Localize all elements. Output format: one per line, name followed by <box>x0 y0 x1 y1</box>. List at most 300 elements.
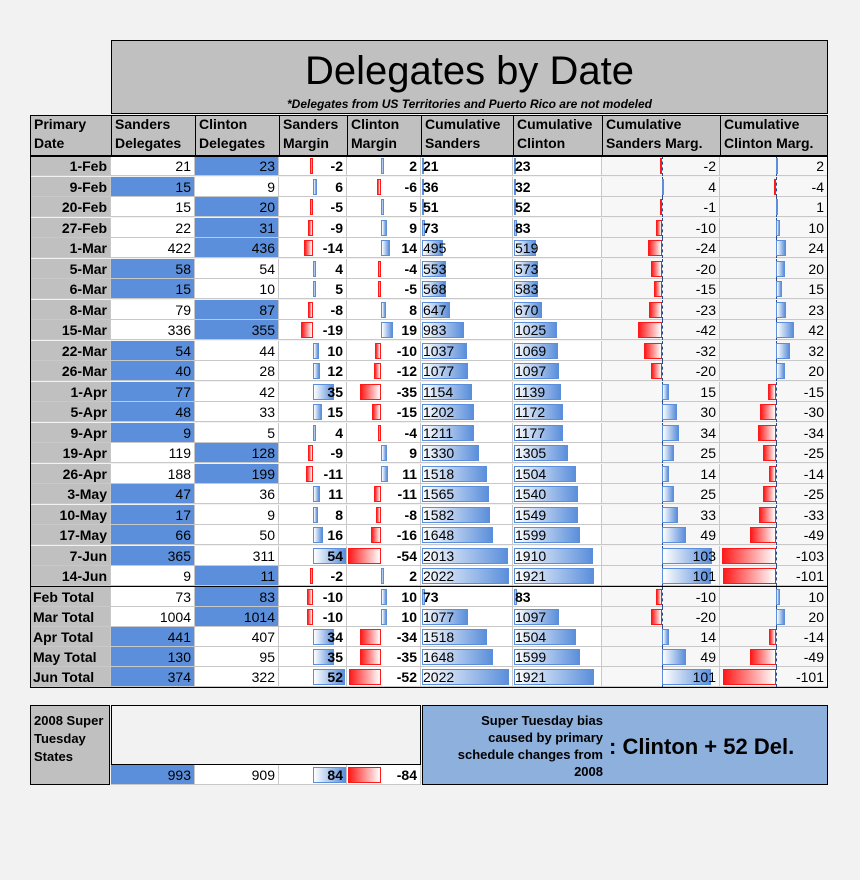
margin-value: -6 <box>404 178 417 195</box>
cumulative-margin-bar-negative <box>723 669 776 685</box>
margin-value: 34 <box>327 629 343 645</box>
row-date: 15-Mar <box>30 320 111 340</box>
margin-value: -10 <box>322 609 343 625</box>
clinton-margin <box>347 177 421 197</box>
margin-value: -19 <box>322 322 343 338</box>
cumulative-margin-bar-negative <box>763 486 776 502</box>
zero-line <box>776 546 777 566</box>
clinton-margin <box>347 361 421 381</box>
cumulative-margin-bar-negative <box>774 179 776 195</box>
row-date: 9-Feb <box>30 177 111 197</box>
sanders-delegates: 188 <box>111 464 195 484</box>
cumulative-value: 1648 <box>423 527 455 543</box>
super-tuesday-blank <box>111 705 421 765</box>
clinton-margin <box>347 546 421 566</box>
cumulative-value: 1305 <box>515 445 547 461</box>
bias-line: caused by primary <box>488 730 603 745</box>
clinton-margin <box>347 464 421 484</box>
zero-line <box>776 402 777 422</box>
cumulative-value: 23 <box>515 158 531 174</box>
sanders-delegates: 54 <box>111 341 195 361</box>
cumulative-clinton <box>513 361 602 381</box>
clinton-margin <box>347 423 421 443</box>
margin-value: 84 <box>327 767 343 783</box>
cumulative-value: 1599 <box>515 649 547 665</box>
cumulative-sanders-margin <box>602 197 720 217</box>
col-header-line: Cumulative <box>606 116 682 132</box>
sanders-delegates: 130 <box>111 647 195 667</box>
cumulative-margin-value: -15 <box>803 383 824 400</box>
col-header-clinton <box>195 115 279 155</box>
cumulative-margin-bar-negative <box>768 384 776 400</box>
cumulative-margin-value: -10 <box>695 589 716 605</box>
margin-value: -34 <box>396 629 417 645</box>
margin-value: 11 <box>328 486 343 502</box>
cumulative-clinton-margin <box>720 361 828 381</box>
margin-value: 9 <box>409 445 417 461</box>
cumulative-margin-value: -10 <box>695 219 716 236</box>
sanders-delegates: 40 <box>111 361 195 381</box>
cumulative-value: 1565 <box>423 486 455 502</box>
cumulative-value: 568 <box>423 281 447 297</box>
cumulative-margin-value: -103 <box>795 547 824 564</box>
cumulative-sanders <box>421 423 513 443</box>
cumulative-margin-value: 103 <box>692 547 716 564</box>
page-title: Delegates by Date <box>304 49 635 93</box>
clinton-margin <box>347 525 421 545</box>
cumulative-clinton <box>513 279 602 299</box>
clinton-delegates: 1014 <box>195 607 279 627</box>
sanders-delegates: 79 <box>111 300 195 320</box>
clinton-delegates: 83 <box>195 587 279 607</box>
col-header-line: Clinton <box>199 116 248 132</box>
cumulative-clinton <box>513 627 602 647</box>
sanders-delegates: 422 <box>111 238 195 258</box>
sanders-delegates: 17 <box>111 505 195 525</box>
margin-bar-positive <box>313 343 319 359</box>
cumulative-margin-value: 20 <box>808 609 824 625</box>
margin-bar-positive <box>313 507 318 523</box>
col-header-line: Delegates <box>199 135 266 151</box>
zero-line <box>776 382 777 402</box>
zero-line <box>776 627 777 647</box>
cumulative-clinton-margin <box>720 238 828 258</box>
cumulative-value: 73 <box>423 589 439 605</box>
margin-bar-positive <box>313 179 317 195</box>
col-header-line: Date <box>34 135 65 151</box>
cumulative-value: 52 <box>515 199 531 215</box>
clinton-delegates: 33 <box>195 402 279 422</box>
zero-line <box>776 177 777 197</box>
cumulative-margin-value: 25 <box>700 445 716 461</box>
cumulative-value: 83 <box>515 589 531 605</box>
row-date: 1-Apr <box>30 382 111 402</box>
cumulative-margin-bar-negative <box>656 220 662 236</box>
margin-bar-positive <box>381 466 388 482</box>
sanders-margin <box>279 259 347 279</box>
col-header-cums <box>421 115 513 155</box>
row-date: 10-May <box>30 505 111 525</box>
margin-bar-negative <box>307 589 313 605</box>
clinton-delegates: 31 <box>195 218 279 238</box>
sanders-delegates: 9 <box>111 423 195 443</box>
sanders-margin <box>279 667 347 687</box>
cumulative-clinton <box>513 587 602 607</box>
cumulative-clinton-margin <box>720 382 828 402</box>
cumulative-margin-value: -15 <box>695 281 716 297</box>
cumulative-value: 583 <box>515 281 539 297</box>
sanders-margin <box>279 177 347 197</box>
page-subtitle: *Delegates from US Territories and Puerto Rico are not modeled <box>287 97 652 111</box>
bias-result: : Clinton + 52 Del. <box>609 734 795 759</box>
sanders-delegates: 77 <box>111 382 195 402</box>
cumulative-clinton <box>513 443 602 463</box>
cumulative-value: 1921 <box>515 669 547 685</box>
cumulative-clinton <box>513 607 602 627</box>
row-date: 14-Jun <box>30 566 111 586</box>
margin-bar-negative <box>360 649 381 665</box>
cumulative-value: 1518 <box>423 465 455 482</box>
margin-value: -5 <box>404 281 417 297</box>
margin-value: -8 <box>404 506 417 523</box>
cumulative-sanders-margin <box>602 464 720 484</box>
cumulative-clinton <box>513 546 602 566</box>
margin-value: 2 <box>409 568 417 584</box>
margin-value: -2 <box>330 158 343 174</box>
sanders-margin <box>279 443 347 463</box>
clinton-margin <box>347 259 421 279</box>
cumulative-margin-bar-positive <box>776 220 780 236</box>
cumulative-margin-bar-positive <box>662 179 664 195</box>
cumulative-margin-value: -1 <box>703 199 716 215</box>
col-header-line: Clinton Marg. <box>724 135 814 151</box>
cumulative-margin-bar-negative <box>760 404 776 420</box>
col-header-smargin <box>279 115 347 155</box>
zero-line <box>776 505 777 525</box>
cumulative-value: 32 <box>515 178 531 195</box>
sanders-delegates: 1004 <box>111 607 195 627</box>
cumulative-sanders-margin <box>602 505 720 525</box>
cumulative-value: 1921 <box>515 568 547 584</box>
cumulative-clinton <box>513 300 602 320</box>
clinton-margin <box>347 566 421 586</box>
cumulative-margin-value: -14 <box>803 465 824 482</box>
sanders-margin <box>279 218 347 238</box>
zero-line <box>776 566 777 586</box>
cumulative-margin-value: 24 <box>808 240 824 256</box>
sanders-delegates: 119 <box>111 443 195 463</box>
cumulative-margin-bar-negative <box>651 363 662 379</box>
row-date: Jun Total <box>30 667 111 687</box>
cumulative-margin-bar-positive <box>776 589 780 605</box>
margin-value: -4 <box>404 424 417 441</box>
cumulative-margin-bar-negative <box>654 281 662 297</box>
cumulative-sanders-margin <box>602 443 720 463</box>
zero-line <box>662 197 663 217</box>
margin-bar-positive <box>381 589 387 605</box>
cumulative-sanders <box>421 566 513 586</box>
row-date: 26-Apr <box>30 464 111 484</box>
cumulative-sanders-margin <box>602 341 720 361</box>
cumulative-margin-value: 14 <box>700 465 716 482</box>
clinton-delegates: 407 <box>195 627 279 647</box>
margin-value: -10 <box>396 342 417 359</box>
row-date: 17-May <box>30 525 111 545</box>
cumulative-margin-value: -49 <box>803 527 824 543</box>
cumulative-sanders <box>421 218 513 238</box>
clinton-delegates: 9 <box>195 505 279 525</box>
cumulative-value: 36 <box>423 178 439 195</box>
cumulative-value: 51 <box>423 199 439 215</box>
clinton-margin <box>347 238 421 258</box>
margin-value: 14 <box>401 240 417 256</box>
cumulative-sanders <box>421 607 513 627</box>
margin-bar-positive <box>313 261 316 277</box>
cumulative-clinton <box>513 505 602 525</box>
cumulative-sanders-margin <box>602 484 720 504</box>
row-date: Feb Total <box>30 587 111 607</box>
col-header-line: Delegates <box>115 135 182 151</box>
cumulative-margin-value: 14 <box>700 629 716 645</box>
cumulative-margin-bar-positive <box>662 404 677 420</box>
cumulative-margin-bar-positive <box>662 445 674 461</box>
cumulative-sanders-margin <box>602 607 720 627</box>
zero-line <box>776 667 777 687</box>
sanders-delegates: 374 <box>111 667 195 687</box>
sanders-delegates: 15 <box>111 177 195 197</box>
margin-value: -9 <box>330 445 343 461</box>
col-header-line: Sanders Marg. <box>606 135 703 151</box>
cumulative-sanders <box>421 546 513 566</box>
cumulative-clinton-margin <box>720 197 828 217</box>
col-header-line: Sanders <box>425 135 481 151</box>
margin-bar-positive <box>313 281 316 297</box>
cumulative-clinton-margin <box>720 484 828 504</box>
margin-value: 16 <box>327 527 343 543</box>
cumulative-margin-bar-positive <box>776 343 790 359</box>
margin-bar-negative <box>310 158 313 174</box>
clinton-delegates: 128 <box>195 443 279 463</box>
cumulative-margin-value: -30 <box>803 404 824 420</box>
clinton-delegates: 9 <box>195 177 279 197</box>
cumulative-value: 1504 <box>515 629 547 645</box>
cumulative-margin-value: -2 <box>703 158 716 174</box>
sanders-margin <box>279 361 347 381</box>
row-date: 8-Mar <box>30 300 111 320</box>
sanders-margin <box>279 402 347 422</box>
margin-value: 2 <box>409 158 417 174</box>
cumulative-margin-value: -101 <box>795 669 824 685</box>
cumulative-clinton <box>513 484 602 504</box>
cumulative-clinton-margin <box>720 279 828 299</box>
cumulative-margin-value: 15 <box>808 281 824 297</box>
zero-line <box>662 218 663 238</box>
margin-bar-positive <box>313 425 316 441</box>
margin-bar-negative <box>372 404 381 420</box>
margin-bar-positive <box>313 404 322 420</box>
cumulative-margin-value: 4 <box>708 178 716 195</box>
super-tuesday-label-line: 2008 Super <box>34 713 104 728</box>
zero-line <box>662 156 663 176</box>
margin-value: -2 <box>330 568 343 584</box>
super-tuesday-label <box>30 705 110 785</box>
cumulative-value: 553 <box>423 260 447 277</box>
clinton-margin <box>347 647 421 667</box>
margin-value: 8 <box>335 506 343 523</box>
cumulative-margin-value: -23 <box>695 301 716 318</box>
margin-bar-negative <box>360 629 381 645</box>
cumulative-clinton <box>513 382 602 402</box>
cumulative-margin-value: 25 <box>700 486 716 502</box>
cumulative-margin-value: -4 <box>811 178 824 195</box>
margin-bar-positive <box>381 220 387 236</box>
cumulative-value: 1069 <box>515 342 547 359</box>
sanders-margin <box>279 525 347 545</box>
col-header-line: Margin <box>351 135 397 151</box>
clinton-margin <box>347 156 421 176</box>
cumulative-margin-value: 15 <box>700 383 716 400</box>
clinton-margin <box>347 627 421 647</box>
cumulative-value: 1582 <box>423 506 455 523</box>
sanders-delegates: 21 <box>111 156 195 176</box>
cumulative-clinton-margin <box>720 647 828 667</box>
margin-bar-negative <box>374 363 381 379</box>
margin-value: 19 <box>401 322 417 338</box>
cumulative-sanders <box>421 177 513 197</box>
margin-value: 4 <box>335 424 343 441</box>
clinton-margin <box>347 484 421 504</box>
cumulative-margin-value: 42 <box>808 322 824 338</box>
cumulative-margin-value: -49 <box>803 649 824 665</box>
zero-line <box>776 464 777 484</box>
cumulative-value: 1540 <box>515 486 547 502</box>
cumulative-sanders <box>421 647 513 667</box>
cumulative-margin-bar-negative <box>638 322 662 338</box>
clinton-delegates: 322 <box>195 667 279 687</box>
margin-bar-negative <box>348 548 381 564</box>
sanders-margin <box>279 464 347 484</box>
cumulative-margin-value: 20 <box>808 260 824 277</box>
cumulative-margin-value: 23 <box>808 301 824 318</box>
cumulative-margin-bar-negative <box>758 425 776 441</box>
col-header-line: Sanders <box>115 116 171 132</box>
clinton-margin <box>347 382 421 402</box>
cumulative-sanders-margin <box>602 423 720 443</box>
col-header-line: Cumulative <box>724 116 800 132</box>
margin-value: -12 <box>396 363 417 379</box>
cumulative-sanders <box>421 156 513 176</box>
margin-value: 5 <box>335 281 343 297</box>
cumulative-value: 1549 <box>515 506 547 523</box>
cumulative-margin-bar-negative <box>648 240 662 256</box>
cumulative-clinton-margin <box>720 587 828 607</box>
row-date: 22-Mar <box>30 341 111 361</box>
st-sanders: 993 <box>111 765 195 785</box>
cumulative-value: 1648 <box>423 649 455 665</box>
cumulative-sanders-margin <box>602 361 720 381</box>
margin-bar-negative <box>378 281 381 297</box>
margin-value: 12 <box>327 363 343 379</box>
margin-bar-positive <box>381 158 384 174</box>
clinton-delegates: 11 <box>195 566 279 586</box>
cumulative-sanders-margin <box>602 566 720 586</box>
sanders-margin <box>279 341 347 361</box>
clinton-delegates: 87 <box>195 300 279 320</box>
margin-bar-negative <box>374 486 381 502</box>
sanders-margin <box>279 484 347 504</box>
cumulative-clinton <box>513 341 602 361</box>
clinton-delegates: 23 <box>195 156 279 176</box>
cumulative-margin-value: 32 <box>808 342 824 359</box>
bias-line: Super Tuesday bias <box>481 713 603 728</box>
cumulative-sanders-margin <box>602 279 720 299</box>
cumulative-margin-bar-negative <box>660 158 662 174</box>
row-date: 5-Mar <box>30 259 111 279</box>
cumulative-sanders-margin <box>602 546 720 566</box>
clinton-delegates: 199 <box>195 464 279 484</box>
st-sanders-margin <box>279 765 347 785</box>
cumulative-sanders <box>421 667 513 687</box>
margin-value: 4 <box>335 260 343 277</box>
cumulative-margin-bar-positive <box>662 527 686 543</box>
cumulative-margin-value: -33 <box>803 506 824 523</box>
sanders-delegates: 15 <box>111 197 195 217</box>
sanders-margin <box>279 647 347 667</box>
clinton-delegates: 50 <box>195 525 279 545</box>
clinton-margin <box>347 402 421 422</box>
col-header-line: Cumulative <box>425 116 501 132</box>
clinton-delegates: 42 <box>195 382 279 402</box>
sanders-margin <box>279 423 347 443</box>
cumulative-value: 1211 <box>423 424 454 441</box>
cumulative-margin-bar-negative <box>722 548 776 564</box>
cumulative-margin-bar-negative <box>750 649 776 665</box>
cumulative-clinton-margin <box>720 300 828 320</box>
margin-value: -8 <box>330 301 343 318</box>
zero-line <box>662 341 663 361</box>
cumulative-margin-value: 30 <box>700 404 716 420</box>
margin-value: 11 <box>402 465 417 482</box>
margin-bar-negative <box>349 669 381 685</box>
cumulative-value: 1504 <box>515 465 547 482</box>
row-date: Mar Total <box>30 607 111 627</box>
cumulative-sanders-margin <box>602 587 720 607</box>
clinton-margin <box>347 320 421 340</box>
cumulative-margin-value: 2 <box>816 158 824 174</box>
cumulative-margin-bar-positive <box>776 240 786 256</box>
col-header-line: Sanders <box>283 116 339 132</box>
margin-value: 35 <box>327 383 343 400</box>
cumulative-sanders <box>421 505 513 525</box>
margin-value: 9 <box>409 219 417 236</box>
margin-value: -14 <box>322 240 343 256</box>
cumulative-value: 1518 <box>423 629 455 645</box>
cumulative-sanders <box>421 587 513 607</box>
cumulative-margin-value: -25 <box>803 486 824 502</box>
cumulative-margin-value: 33 <box>700 506 716 523</box>
cumulative-margin-bar-positive <box>776 322 794 338</box>
cumulative-clinton <box>513 238 602 258</box>
cumulative-margin-value: -20 <box>695 260 716 277</box>
row-date: 9-Apr <box>30 423 111 443</box>
st-clinton-margin <box>347 765 421 785</box>
margin-bar-positive <box>313 486 320 502</box>
col-header-line: Primary <box>34 116 87 132</box>
cumulative-sanders-margin <box>602 627 720 647</box>
bias-line: schedule changes from <box>457 747 603 762</box>
margin-bar-negative <box>308 445 314 461</box>
cumulative-margin-value: 101 <box>692 669 716 685</box>
